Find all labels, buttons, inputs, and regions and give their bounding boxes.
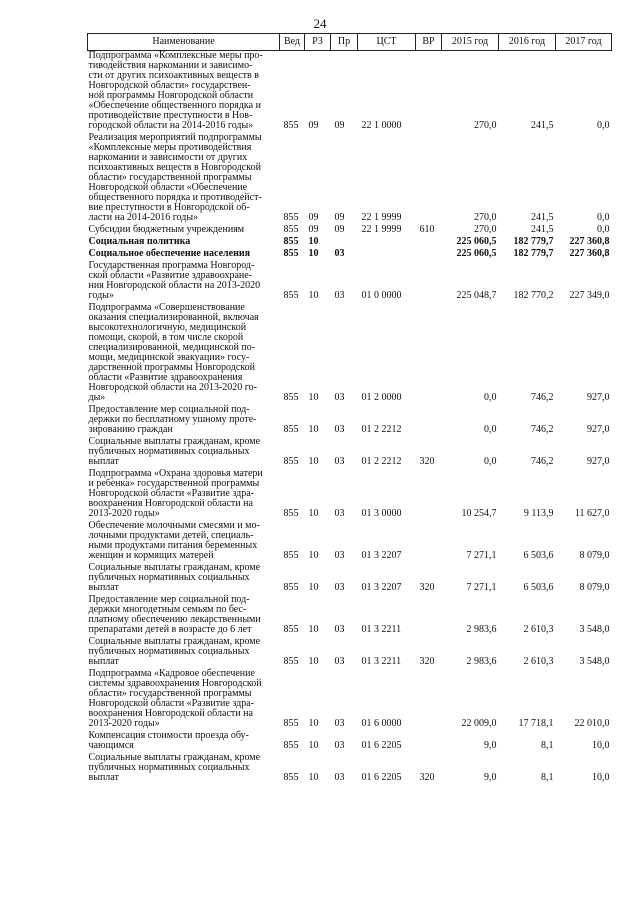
cell-rz: 10 (308, 718, 319, 729)
name-line: Подпрограмма «Кадровое обеспечение (88, 668, 255, 679)
cell-pr: 09 (334, 224, 345, 235)
cell-2015: 9,0 (484, 772, 497, 783)
cell-vr (416, 303, 442, 405)
name-line: психоактивных веществ в Новгородской (88, 162, 261, 173)
cell-vr: 320 (419, 656, 435, 667)
name-line: сти от других психоактивных веществ в (88, 70, 259, 81)
cell-ved: 855 (283, 550, 299, 561)
cell-cst: 01 3 2211 (361, 656, 402, 667)
cell-2016: 182 779,7 (513, 248, 554, 259)
cell-ved: 855 (283, 248, 299, 259)
cell-2016: 8,1 (541, 740, 554, 751)
cell-2015: 10 254,7 (461, 508, 497, 519)
cell-2017: 0,0 (597, 212, 610, 223)
table-row (88, 303, 612, 405)
cell-name (88, 595, 280, 637)
name-line: Социальные выплаты гражданам, кроме (88, 562, 261, 573)
table-row (88, 51, 612, 134)
cell-2016: 17 718,1 (518, 718, 554, 729)
cell-rz: 10 (308, 772, 319, 783)
table-row (88, 133, 612, 225)
cell-2017: 22 010,0 (574, 718, 610, 729)
cell-pr: 03 (334, 248, 345, 259)
cell-ved: 855 (283, 582, 299, 593)
cell-2017: 227 360,8 (569, 248, 610, 259)
name-line: дарственной программы Новгородской (88, 362, 255, 373)
cell-cst: 01 6 2205 (361, 740, 402, 751)
table-row (88, 731, 612, 753)
name-line: городской области на 2014-2016 годы» (88, 120, 254, 131)
cell-name (88, 563, 280, 595)
cell-2016: 746,2 (531, 456, 554, 467)
cell-2017: 927,0 (587, 392, 610, 403)
table-row (88, 405, 612, 437)
cell-vr (416, 405, 442, 437)
name-line: системы здравоохранения Новгородской (88, 678, 262, 689)
cell-2017: 8 079,0 (579, 582, 610, 593)
name-line: Предоставление мер социальной под- (88, 404, 250, 415)
cell-2015: 22 009,0 (461, 718, 497, 729)
table-row (88, 669, 612, 731)
name-line: публичных нормативных социальных (88, 762, 250, 773)
name-line: Компенсация стоимости проезда обу- (88, 730, 249, 741)
table-header-row (88, 34, 612, 51)
cell-rz: 10 (308, 290, 319, 301)
cell-2015: 270,0 (474, 120, 497, 131)
cell-vr (416, 469, 442, 521)
cell-2015: 225 060,5 (456, 248, 497, 259)
cell-rz: 10 (308, 248, 319, 259)
cell-cst: 01 2 2212 (361, 424, 402, 435)
name-line: Субсидии бюджетным учреждениям (88, 224, 245, 235)
name-line: специализированной, медицинской по- (88, 342, 256, 353)
header-2016: 2016 год (499, 34, 556, 51)
name-line: ния Новгородской области на 2013-2020 (88, 280, 261, 291)
cell-name (88, 133, 280, 225)
name-line: выплат (88, 456, 119, 467)
name-line: Новгородской области «Развитие здра- (88, 488, 254, 499)
header-cst: ЦСТ (358, 34, 416, 51)
cell-ved: 855 (283, 718, 299, 729)
cell-2017: 227 349,0 (569, 290, 610, 301)
name-line: Подпрограмма «Совершенствование (88, 302, 245, 313)
cell-cst: 01 6 0000 (361, 718, 402, 729)
cell-pr: 03 (334, 550, 345, 561)
cell-vr: 320 (419, 582, 435, 593)
cell-rz: 10 (308, 508, 319, 519)
cell-ved: 855 (283, 624, 299, 635)
cell-vr (416, 237, 442, 249)
header-pr: Пр (331, 34, 358, 51)
cell-pr: 09 (334, 120, 345, 131)
name-line: чающимся (88, 740, 134, 751)
header-name: Наименование (88, 34, 280, 51)
cell-pr: 03 (334, 456, 345, 467)
cell-name (88, 261, 280, 303)
name-line: Социальные выплаты гражданам, кроме (88, 752, 261, 763)
cell-name (88, 437, 280, 469)
cell-name (88, 521, 280, 563)
cell-2016: 2 610,3 (523, 656, 554, 667)
cell-pr: 03 (334, 740, 345, 751)
cell-rz: 09 (308, 224, 319, 235)
name-line: выплат (88, 772, 119, 783)
name-line: Новгородской области на 2013-2020 го- (88, 382, 257, 393)
table-row (88, 595, 612, 637)
cell-2017: 8 079,0 (579, 550, 610, 561)
name-line: 2013-2020 годы» (88, 718, 160, 729)
name-line: Предоставление мер социальной под- (88, 594, 250, 605)
cell-2015: 2 983,6 (466, 656, 497, 667)
cell-cst: 01 3 0000 (361, 508, 402, 519)
budget-table (87, 33, 612, 785)
cell-2015: 2 983,6 (466, 624, 497, 635)
name-line: 2013-2020 годы» (88, 508, 160, 519)
name-line: «Комплексные меры противодействия (88, 142, 252, 153)
cell-vr (416, 249, 442, 261)
cell-pr: 03 (334, 772, 345, 783)
cell-pr: 03 (334, 290, 345, 301)
cell-2017: 0,0 (597, 120, 610, 131)
name-line: области «Развитие здравоохранения (88, 372, 243, 383)
cell-2015: 225 060,5 (456, 236, 497, 247)
cell-2016: 9 113,9 (523, 508, 554, 519)
cell-2017: 3 548,0 (579, 656, 610, 667)
cell-cst: 22 1 9999 (361, 224, 402, 235)
cell-cst: 01 3 2211 (361, 624, 402, 635)
cell-pr: 03 (334, 424, 345, 435)
cell-2016: 746,2 (531, 392, 554, 403)
cell-vr: 320 (419, 772, 435, 783)
name-line: Подпрограмма «Комплексные меры про- (88, 50, 263, 61)
cell-vr: 320 (419, 456, 435, 467)
cell-2016: 746,2 (531, 424, 554, 435)
cell-pr: 03 (334, 656, 345, 667)
cell-2016: 182 770,2 (513, 290, 554, 301)
name-line: тиводействия наркомании и зависимо- (88, 60, 253, 71)
cell-name (88, 303, 280, 405)
cell-2016: 241,5 (531, 212, 554, 223)
cell-pr: 03 (334, 582, 345, 593)
cell-2015: 0,0 (484, 392, 497, 403)
cell-ved: 855 (283, 290, 299, 301)
table-row (88, 753, 612, 785)
cell-2015: 0,0 (484, 424, 497, 435)
cell-rz: 10 (308, 392, 319, 403)
name-line: зированию граждан (88, 424, 173, 435)
name-line: публичных нормативных социальных (88, 446, 250, 457)
cell-name (88, 753, 280, 785)
cell-2017: 227 360,8 (569, 236, 610, 247)
name-line: лочными продуктами детей, специаль- (88, 530, 254, 541)
name-line: платному обеспечению лекарственными (88, 614, 261, 625)
table-row (88, 437, 612, 469)
cell-cst: 01 0 0000 (361, 290, 402, 301)
cell-2016: 2 610,3 (523, 624, 554, 635)
table-row (88, 637, 612, 669)
cell-ved: 855 (283, 656, 299, 667)
cell-2017: 11 627,0 (574, 508, 610, 519)
cell-vr (416, 595, 442, 637)
cell-ved: 855 (283, 224, 299, 235)
name-line: и ребенка» государственной программы (88, 478, 260, 489)
name-line: Реализация мероприятий подпрограммы (88, 132, 262, 143)
name-line: годы» (88, 290, 114, 301)
cell-name (88, 51, 280, 134)
name-line: вие преступности в Новгородской об- (88, 202, 250, 213)
cell-vr (416, 133, 442, 225)
table-row (88, 521, 612, 563)
cell-2016: 241,5 (531, 120, 554, 131)
cell-rz: 10 (308, 456, 319, 467)
cell-vr (416, 261, 442, 303)
name-line: ласти на 2014-2016 годы» (88, 212, 199, 223)
cell-2016: 6 503,6 (523, 582, 554, 593)
cell-pr: 09 (334, 212, 345, 223)
table-row (88, 469, 612, 521)
name-line: Новгородской области «Развитие здра- (88, 698, 254, 709)
cell-ved: 855 (283, 772, 299, 783)
cell-2016: 6 503,6 (523, 550, 554, 561)
cell-2015: 225 048,7 (456, 290, 497, 301)
name-line: ды» (88, 392, 106, 403)
name-line: препаратами детей в возрасте до 6 лет (88, 624, 252, 635)
cell-rz: 10 (308, 656, 319, 667)
cell-2015: 7 271,1 (466, 550, 497, 561)
cell-2015: 0,0 (484, 456, 497, 467)
cell-ved: 855 (283, 120, 299, 131)
page-number: 24 (313, 16, 327, 31)
name-line: выплат (88, 582, 119, 593)
cell-name (88, 669, 280, 731)
cell-2017: 0,0 (597, 224, 610, 235)
header-2015: 2015 год (442, 34, 499, 51)
name-line: Социальное обеспечение населения (88, 248, 251, 259)
cell-name (88, 405, 280, 437)
name-line: ной программы Новгородской области (88, 90, 254, 101)
name-line: помощи, скорой, в том числе скорой (88, 332, 244, 343)
name-line: ской области «Развитие здравоохране- (88, 270, 253, 281)
name-line: общественного порядка и противодейст- (88, 192, 262, 203)
cell-2016: 8,1 (541, 772, 554, 783)
name-line: женщин и кормящих матерей (88, 550, 214, 561)
header-rz: РЗ (305, 34, 331, 51)
name-line: Обеспечение молочными смесями и мо- (88, 520, 260, 531)
cell-rz: 10 (308, 624, 319, 635)
cell-2015: 9,0 (484, 740, 497, 751)
header-ved: Вед (280, 34, 305, 51)
cell-rz: 10 (308, 740, 319, 751)
cell-vr (416, 731, 442, 753)
name-line: публичных нормативных социальных (88, 572, 250, 583)
name-line: Социальные выплаты гражданам, кроме (88, 636, 261, 647)
cell-ved: 855 (283, 424, 299, 435)
cell-cst (358, 249, 416, 261)
cell-rz: 10 (308, 550, 319, 561)
name-line: воохранения Новгородской области на (88, 498, 253, 509)
cell-ved: 855 (283, 392, 299, 403)
name-line: Новгородской области «Обеспечение (88, 182, 248, 193)
cell-2017: 927,0 (587, 456, 610, 467)
cell-2017: 927,0 (587, 424, 610, 435)
cell-cst: 01 2 2212 (361, 456, 402, 467)
name-line: держки многодетным семьям по бес- (88, 604, 247, 615)
cell-2015: 270,0 (474, 212, 497, 223)
name-line: Государственная программа Новгород- (88, 260, 255, 271)
cell-vr: 610 (419, 224, 435, 235)
name-line: «Обеспечение общественного порядка и (88, 100, 261, 111)
cell-cst: 01 3 2207 (361, 582, 402, 593)
cell-rz: 09 (308, 212, 319, 223)
cell-2017: 10,0 (592, 740, 610, 751)
cell-cst: 22 1 0000 (361, 120, 402, 131)
name-line: Подпрограмма «Охрана здоровья матери (88, 468, 263, 479)
cell-2016: 182 779,7 (513, 236, 554, 247)
cell-pr: 03 (334, 718, 345, 729)
name-line: области» государственной программы (88, 688, 252, 699)
name-line: мощи, медицинской эвакуации» госу- (88, 352, 250, 363)
name-line: Социальные выплаты гражданам, кроме (88, 436, 261, 447)
name-line: публичных нормативных социальных (88, 646, 250, 657)
name-line: Новгородской области» государствен- (88, 80, 251, 91)
cell-vr (416, 669, 442, 731)
cell-ved: 855 (283, 212, 299, 223)
name-line: держки по бесплатному ушному проте- (88, 414, 257, 425)
cell-ved: 855 (283, 236, 299, 247)
cell-vr (416, 51, 442, 134)
cell-2015: 270,0 (474, 224, 497, 235)
cell-pr: 03 (334, 392, 345, 403)
cell-rz: 10 (308, 582, 319, 593)
name-line: оказания специализированной, включая (88, 312, 259, 323)
cell-ved: 855 (283, 740, 299, 751)
name-line: ными продуктами питания беременных (88, 540, 258, 551)
cell-rz: 10 (308, 236, 319, 247)
cell-2017: 10,0 (592, 772, 610, 783)
header-vr: ВР (416, 34, 442, 51)
cell-cst: 01 2 0000 (361, 392, 402, 403)
cell-rz: 09 (308, 120, 319, 131)
name-line: высокотехнологичную, медицинской (88, 322, 247, 333)
cell-2017: 3 548,0 (579, 624, 610, 635)
cell-2016: 241,5 (531, 224, 554, 235)
name-line: выплат (88, 656, 119, 667)
cell-name (88, 731, 280, 753)
cell-cst: 01 6 2205 (361, 772, 402, 783)
table-body (88, 51, 612, 786)
cell-vr (416, 521, 442, 563)
name-line: противодействие преступности в Нов- (88, 110, 253, 121)
name-line: воохранения Новгородской области на (88, 708, 253, 719)
table-row (88, 261, 612, 303)
table-row (88, 563, 612, 595)
cell-name (88, 469, 280, 521)
name-line: наркомании и зависимости от других (88, 152, 248, 163)
cell-ved: 855 (283, 508, 299, 519)
name-line: области» государственной программы (88, 172, 252, 183)
cell-2015: 7 271,1 (466, 582, 497, 593)
cell-rz: 10 (308, 424, 319, 435)
name-line: Социальная политика (88, 236, 191, 247)
cell-name (88, 637, 280, 669)
cell-ved: 855 (283, 456, 299, 467)
cell-pr: 03 (334, 508, 345, 519)
cell-cst: 01 3 2207 (361, 550, 402, 561)
cell-pr: 03 (334, 624, 345, 635)
cell-cst: 22 1 9999 (361, 212, 402, 223)
cell-cst (358, 237, 416, 249)
header-2017: 2017 год (556, 34, 612, 51)
